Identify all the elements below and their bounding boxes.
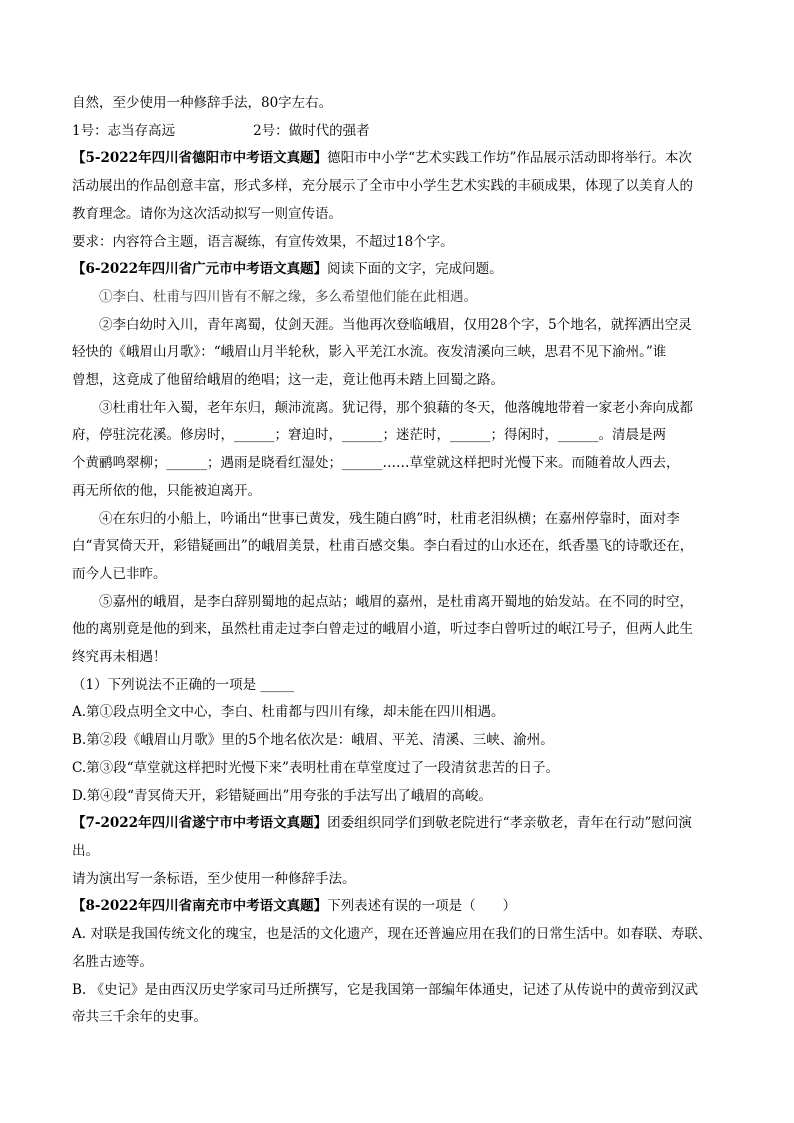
text-line: 曾想，这竟成了他留给峨眉的绝唱；这一走，竟让他再未踏上回蜀之路。 <box>72 372 504 389</box>
text-line: 终究再未相遇！ <box>72 649 167 666</box>
text-line: 个黄鹂鸣翠柳；______；遇雨是晓看红湿处；______……草堂就这样把时光慢下来。而随着故人西去， <box>72 455 680 472</box>
question-8 <box>72 893 732 921</box>
question-text: 德阳市中小学“艺术实践工作坊”作品展示活动即将举行。本次 <box>327 150 692 167</box>
passage-paragraph-1: ①李白、杜甫与四川皆有不解之缘，多么希望他们能在此相遇。 <box>99 288 477 305</box>
passage-paragraph-3: ③杜甫壮年入蜀，老年东归，颠沛流离。犹记得，那个狼藉的冬天，他落魄地带着一家老小奔向成都 <box>99 399 693 416</box>
requirement-text: 请为演出写一条标语，至少使用一种修辞手法。 <box>72 870 356 887</box>
text-line: 帝共三千余年的史事。 <box>72 1009 207 1026</box>
slogan-1: 1号：志当存高远 <box>72 122 176 139</box>
question-tag: 【6-2022年四川省广元市中考语文真题】 <box>72 261 328 278</box>
passage-paragraph-5: ⑤嘉州的峨眉，是李白辞别蜀地的起点站；峨眉的嘉州，是杜甫离开蜀地的始发站。在不同的时空， <box>99 593 693 610</box>
slogan-2: 2号：做时代的强者 <box>253 122 370 139</box>
sub-question: （1）下列说法不正确的一项是 _____ <box>72 676 295 693</box>
text-line: 府，停驻浣花溪。修房时，______；窘迫时，______；迷茫时，______；得闲时，______。清晨是两 <box>72 427 666 444</box>
option-a: A.第①段点明全文中心，李白、杜甫都与四川有缘，却未能在四川相遇。 <box>72 704 505 721</box>
passage-paragraph-2: ②李白幼时入川，青年离蜀，仗剑天涯。当他再次登临峨眉，仅用28个字，5个地名，就挥洒出空灵 <box>99 316 692 333</box>
question-tag: 【5-2022年四川省德阳市中考语文真题】 <box>72 150 328 167</box>
text-line: 白“青冥倚天开，彩错疑画出”的峨眉美景，杜甫百感交集。李白看过的山水还在，纸香墨飞的诗歌还在， <box>72 538 694 555</box>
text-line: 轻快的《峨眉山月歌》：“峨眉山月半轮秋，影入平羌江水流。夜发清溪向三峡，思君不见下渝州。”谁 <box>72 344 667 361</box>
requirement-text: 要求：内容符合主题，语言凝练，有宣传效果，不超过18个字。 <box>72 233 454 250</box>
text-line: 再无所依的他，只能被迫离开。 <box>72 482 261 499</box>
question-text: 阅读下面的文字，完成问题。 <box>327 261 503 278</box>
text-line: 名胜古迹等。 <box>72 953 153 970</box>
question-text: 团委组织同学们到敬老院进行“孝亲敬老，青年在行动”慰问演 <box>327 815 692 832</box>
text-line: 自然，至少使用一种修辞手法，80字左右。 <box>72 95 333 111</box>
passage-paragraph-4: ④在东归的小船上，吟诵出“世事已黄发，残生随白鸥”时，杜甫老泪纵横；在嘉州停靠时，面对李 <box>99 510 680 527</box>
question-7 <box>72 810 732 838</box>
question-text: 下列表述有误的一项是（ ） <box>327 898 517 915</box>
question-tag: 【7-2022年四川省遂宁市中考语文真题】 <box>72 815 328 832</box>
option-b: B.第②段《峨眉山月歌》里的5个地名依次是：峨眉、平羌、清溪、三峡、渝州。 <box>72 732 554 749</box>
option-c: C.第③段“草堂就这样把时光慢下来”表明杜甫在草堂度过了一段清贫悲苦的日子。 <box>72 759 559 776</box>
option-b: B. 《史记》是由西汉历史学家司马迁所撰写，它是我国第一部编年体通史，记述了从传说中的黄帝到汉武 <box>72 981 699 998</box>
slogan-options <box>72 118 732 146</box>
text-line: 教育理念。请你为这次活动拟写一则宣传语。 <box>72 205 342 222</box>
question-6 <box>72 256 732 284</box>
document-page <box>72 90 732 1032</box>
text-line: 活动展出的作品创意丰富，形式多样，充分展示了全市中小学生艺术实践的丰硕成果，体现了以美育人的 <box>72 178 693 195</box>
option-d: D.第④段“青冥倚天开，彩错疑画出”用夸张的手法写出了峨眉的高峻。 <box>72 787 492 804</box>
text-line: 他的离别竟是他的到来，虽然杜甫走过李白曾走过的峨眉小道，听过李白曾听过的岷江号子，但两人此生 <box>72 621 693 638</box>
text-line: 出。 <box>72 842 99 859</box>
option-a: A. 对联是我国传统文化的瑰宝，也是活的文化遗产，现在还普遍应用在我们的日常生活中。如春联、寿联、 <box>72 926 712 943</box>
question-tag: 【8-2022年四川省南充市中考语文真题】 <box>72 898 328 915</box>
text-line: 而今人已非昨。 <box>72 565 167 582</box>
question-5 <box>72 145 732 173</box>
